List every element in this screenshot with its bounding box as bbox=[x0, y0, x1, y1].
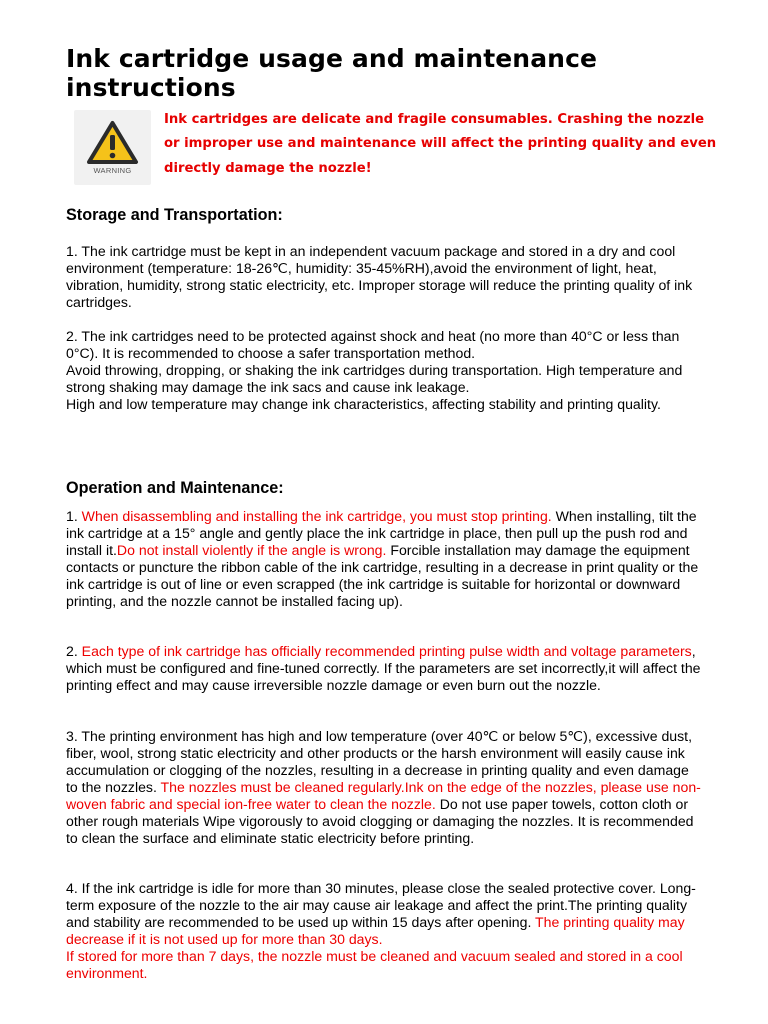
op3-warning-1: The nozzles must be cleaned regularly.Ink on the edge of the nozzles, please use non-woven fabric and special ion-free water to clean the nozzle. bbox=[66, 779, 701, 812]
warning-triangle-icon bbox=[86, 120, 139, 166]
warning-image bbox=[74, 110, 151, 185]
op1-text-1: When installing, tilt the ink cartridge at a 15° angle and gently place the ink cartridge in place, then pull up the push rod and install it. bbox=[66, 508, 697, 558]
op1-warning-1: When disassembling and installing the ink cartridge, you must stop printing. bbox=[81, 508, 552, 524]
op3-text-1: 3. The printing environment has high and low temperature (over 40℃ or below 5℃), excessive dust, fiber, wool, strong static electricity and other products or the harsh environment will easily cause ink accumulation or clogging of the nozzles, resulting in a decrease in printing quality and even damage to the nozzles. bbox=[66, 728, 693, 795]
op2-text-1: , which must be configured and fine-tuned correctly. If the parameters are set incorrectly,it will affect the printing effect and may cause irreversible nozzle damage or even burn out the nozzle. bbox=[66, 643, 701, 693]
operation-paragraph-1 bbox=[66, 508, 702, 610]
op1-warning-2: Do not install violently if the angle is wrong. bbox=[116, 542, 387, 558]
op3-text-2: Do not use paper towels, cotton cloth or other rough materials Wipe vigorously to avoid clogging or damaging the nozzles. It is recommended to clean the surface and eliminate static electricity before printing. bbox=[66, 796, 694, 846]
storage-paragraph-2-line-c: High and low temperature may change ink characteristics, affecting stability and printing quality. bbox=[66, 396, 661, 412]
operation-paragraph-3 bbox=[66, 728, 702, 847]
operation-paragraph-4 bbox=[66, 880, 702, 982]
storage-paragraph-2 bbox=[66, 328, 702, 413]
op4-warning-1: The printing quality may decrease if it is not used up for more than 30 days. bbox=[66, 914, 685, 947]
warning-icon-label: WARNING bbox=[93, 166, 132, 175]
storage-paragraph-1: 1. The ink cartridge must be kept in an independent vacuum package and stored in a dry and cool environment (temperature: 18-26℃, humidity: 35-45%RH),avoid the environment of light, heat, vibration, humidity, strong static electricity, etc. Improper storage will reduce the printing quality of ink cartridges. bbox=[66, 243, 693, 310]
op2-lead: 2. bbox=[66, 643, 82, 659]
storage-paragraph-2-line-b: Avoid throwing, dropping, or shaking the ink cartridges during transportation. High temperature and strong shaking may damage the ink sacs and cause ink leakage. bbox=[66, 362, 683, 395]
op1-text-2: Forcible installation may damage the equipment contacts or puncture the ribbon cable of the ink cartridge, resulting in a decrease in print quality or the ink cartridge is out of line or even scrapped (the ink cartridge is suitable for horizontal or downward printing, and the nozzle cannot be installed facing up). bbox=[66, 542, 699, 609]
op1-lead: 1. bbox=[66, 508, 82, 524]
page-title: Ink cartridge usage and maintenance instructions bbox=[66, 44, 598, 102]
operation-paragraph-2 bbox=[66, 643, 702, 694]
warning-message: Ink cartridges are delicate and fragile consumables. Crashing the nozzle or improper use and maintenance will affect the printing quality and even directly damage the nozzle! bbox=[164, 112, 717, 176]
op2-warning-1: Each type of ink cartridge has officially recommended printing pulse width and voltage parameters bbox=[81, 643, 692, 659]
operation-heading: Operation and Maintenance: bbox=[66, 479, 284, 497]
op4-warning-2: If stored for more than 7 days, the nozzle must be cleaned and vacuum sealed and stored in a cool environment. bbox=[66, 948, 683, 981]
storage-heading: Storage and Transportation: bbox=[66, 206, 283, 224]
storage-paragraph-2-line-a: 2. The ink cartridges need to be protected against shock and heat (no more than 40°C or less than 0°C). It is recommended to choose a safer transportation method. bbox=[66, 328, 680, 361]
op4-text-1: 4. If the ink cartridge is idle for more than 30 minutes, please close the sealed protective cover. Long-term exposure of the nozzle to the air may cause air leakage and affect the print.The printing quality and stability are recommended to be used up within 15 days after opening. bbox=[66, 880, 696, 930]
